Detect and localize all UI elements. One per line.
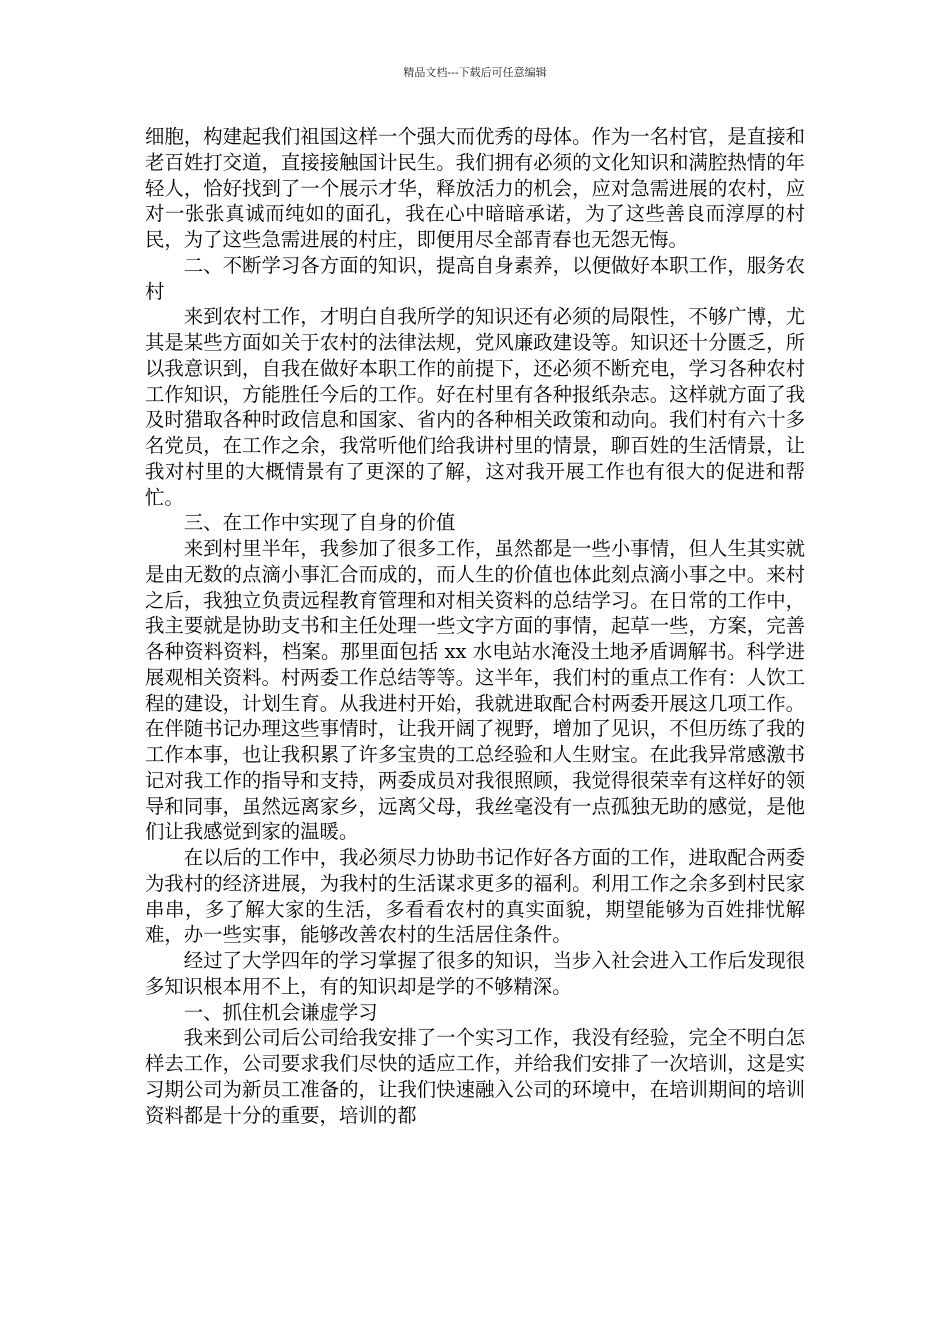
paragraph-heading: 三、在工作中实现了自身的价值 xyxy=(183,511,456,535)
paragraph: 我来到公司后公司给我安排了一个实习工作，我没有经验，完全不明白怎样去工作，公司要求我们尽快的适应工作，并给我们安排了一次培训，这是实习期公司为新员工准备的，让我们快速融入公司的环境中，在培训期间的培训资料都是十分的重要，培训的都 xyxy=(145,1026,805,1127)
page-header: 精品文档---下载后可任意编辑 xyxy=(403,66,547,79)
paragraph: 在以后的工作中，我必须尽力协助书记作好各方面的工作，进取配合两委为我村的经济进展，为我村的生活谋求更多的福利。利用工作之余多到村民家串串，多了解大家的生活，多看看农村的真实面貌，期望能够为百姓排忧解难，办一些实事，能够改善农村的生活居住条件。 xyxy=(145,846,805,947)
paragraph-heading: 一、抓住机会谦虚学习 xyxy=(183,1000,378,1024)
paragraph: 经过了大学四年的学习掌握了很多的知识，当步入社会进入工作后发现很多知识根本用不上，有的知识却是学的不够精深。 xyxy=(145,949,805,998)
paragraph: 来到农村工作，才明白自我所学的知识还有必须的局限性，不够广博，尤其是某些方面如关于农村的法律法规，党风廉政建设等。知识还十分匮乏，所以我意识到，自我在做好本职工作的前提下，还必须不断充电，学习各种农村工作知识，方能胜任今后的工作。好在村里有各种报纸杂志。这样就方面了我及时猎取各种时政信息和国家、省内的各种相关政策和动向。我们村有六十多名党员，在工作之余，我常听他们给我讲村里的情景，聊百姓的生活情景，让我对村里的大概情景有了更深的了解，这对我开展工作也有很大的促进和帮忙。 xyxy=(145,305,805,509)
document-body xyxy=(145,124,805,1128)
paragraph: 来到村里半年，我参加了很多工作，虽然都是一些小事情，但人生其实就是由无数的点滴小事汇合而成的，而人生的价值也体此刻点滴小事之中。来村之后，我独立负责远程教育管理和对相关资料的总结学习。在日常的工作中，我主要就是协助支书和主任处理一些文字方面的事情，起草一些，方案，完善各种资料资料，档案。那里面包括 xx 水电站水淹没土地矛盾调解书。科学进展观相关资料。村两委工作总结等等。这半年，我们村的重点工作有：人饮工程的建设，计划生育。从我进村开始，我就进取配合村两委开展这几项工作。在伴随书记办理这些事情时，让我开阔了视野，增加了见识，不但历练了我的工作本事，也让我积累了许多宝贵的工总经验和人生财宝。在此我异常感激书记对我工作的指导和支持，两委成员对我很照顾，我觉得很荣幸有这样好的领导和同事，虽然远离家乡，远离父母，我丝毫没有一点孤独无助的感觉，是他们让我感觉到家的温暖。 xyxy=(145,537,805,844)
paragraph-heading: 二、不断学习各方面的知识，提高自身素养，以便做好本职工作，服务农村 xyxy=(145,253,805,303)
paragraph: 细胞，构建起我们祖国这样一个强大而优秀的母体。作为一名村官，是直接和老百姓打交道，直接接触国计民生。我们拥有必须的文化知识和满腔热情的年轻人，恰好找到了一个展示才华，释放活力的机会，应对急需进展的农村，应对一张张真诚而纯如的面孔，我在心中暗暗承诺，为了这些善良而淳厚的村民，为了这些急需进展的村庄，即便用尽全部青春也无怨无悔。 xyxy=(145,125,805,251)
